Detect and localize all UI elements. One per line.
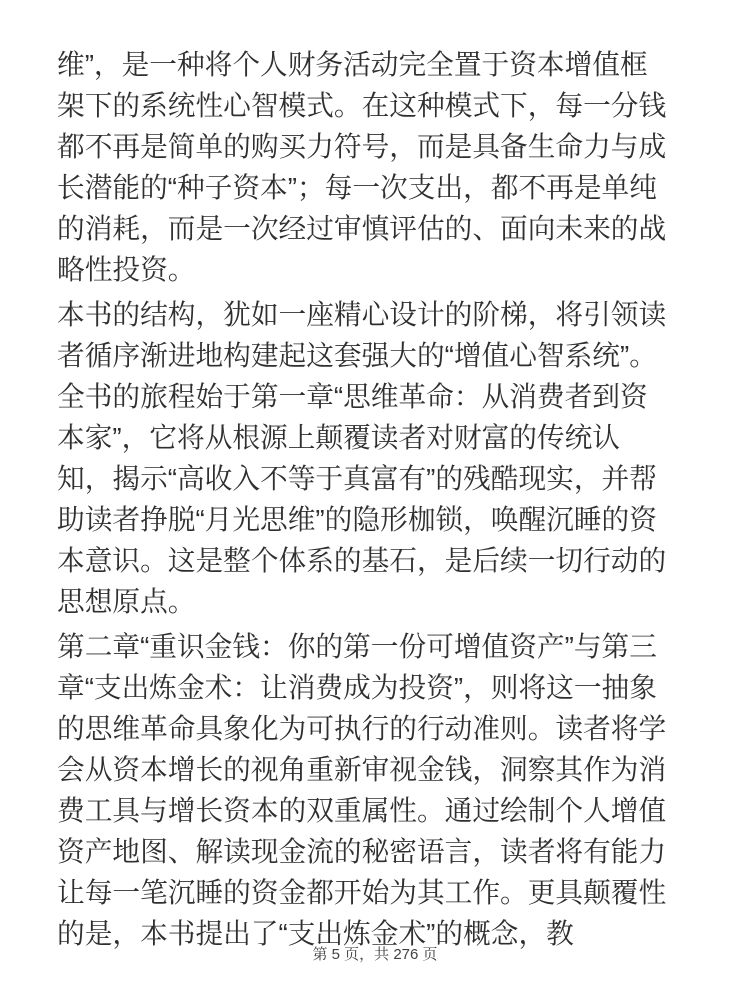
- page-number-footer: 第 5 页，共 276 页: [312, 946, 438, 963]
- page-body-text: [57, 44, 670, 958]
- paragraph: 本书的结构，犹如一座精心设计的阶梯，将引领读者循序渐进地构建起这套强大的“增值心智系统”。全书的旅程始于第一章“思维革命：从消费者到资本家”，它将从根源上颠覆读者对财富的传统认知，揭示“高收入不等于真富有”的残酷现实，并帮助读者挣脱“月光思维”的隐形枷锁，唤醒沉睡的资本意识。这是整个体系的基石，是后续一切行动的思想原点。: [57, 299, 667, 617]
- paragraph: 维”，是一种将个人财务活动完全置于资本增值框架下的系统性心智模式。在这种模式下，每一分钱都不再是简单的购买力符号，而是具备生命力与成长潜能的“种子资本”；每一次支出，都不再是单纯的消耗，而是一次经过审慎评估的、面向未来的战略性投资。: [57, 49, 667, 285]
- paragraph: 第二章“重识金钱：你的第一份可增值资产”与第三章“支出炼金术：让消费成为投资”，则将这一抽象的思维革命具象化为可执行的行动准则。读者将学会从资本增长的视角重新审视金钱，洞察其作为消费工具与增长资本的双重属性。通过绘制个人增值资产地图、解读现金流的秘密语言，读者将有能力让每一笔沉睡的资金都开始为其工作。更具颠覆性的是，本书提出了“支出炼金术”的概念，教: [57, 631, 667, 949]
